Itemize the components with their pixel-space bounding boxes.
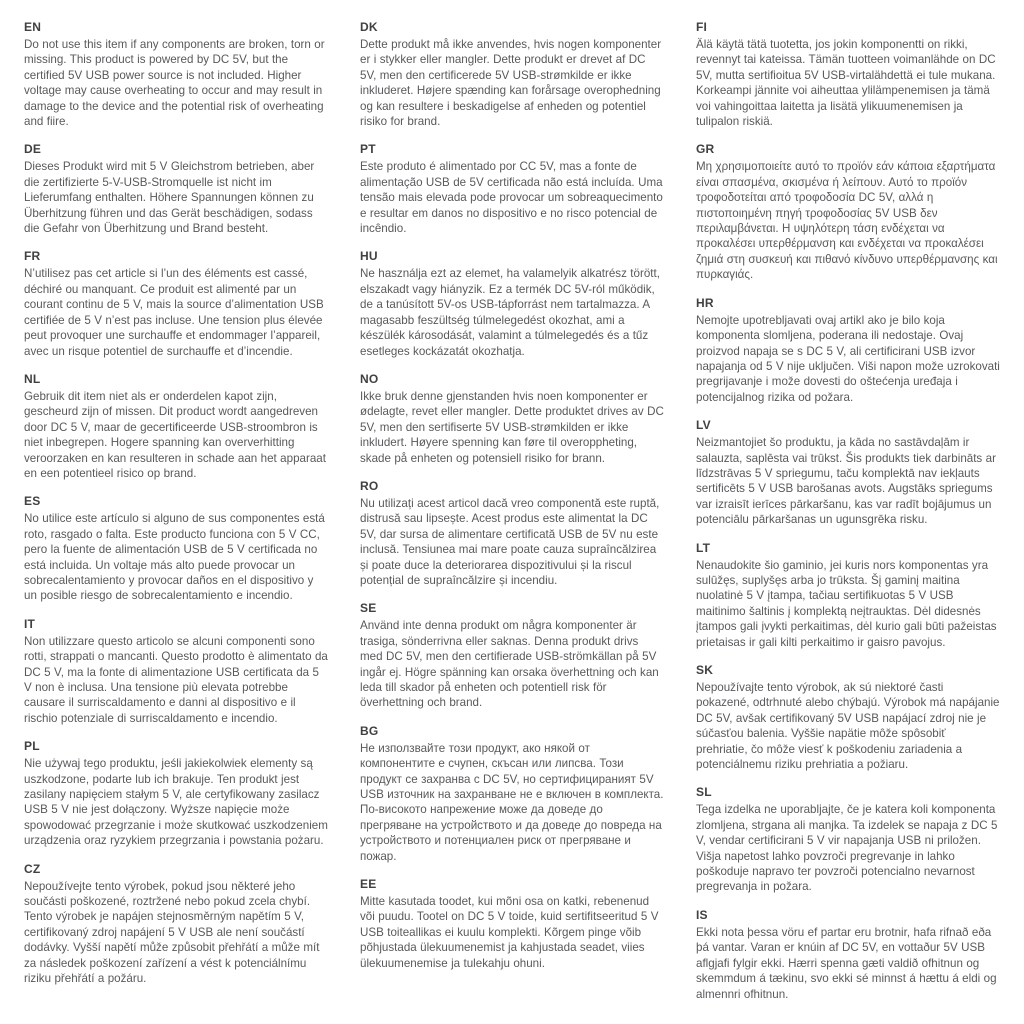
warning-text: Älä käytä tätä tuotetta, jos jokin komponentti on rikki, revennyt tai kateissa. Tämän tuotteen voimanlähde on DC 5V, mutta sertifioitua 5V USB-virtalähdettä ei tule mukana. Korkeampi jännite voi aiheuttaa ylilämpenemisen ja tämä voi vahingoittaa laitetta ja lisätä ylikuumenemisen ja tulipalon riskiä.	[696, 38, 996, 129]
language-section	[360, 724, 664, 864]
warning-text: Gebruik dit item niet als er onderdelen kapot zijn, gescheurd zijn of missen. Dit product wordt aangedreven door DC 5 V, maar de gecertificeerde USB-stroombron is niet inbegrepen. Hogere spanning kan oververhitting veroorzaken en kan resulteren in schade aan het apparaat en een potentieel risico op brand.	[24, 389, 326, 480]
language-code-heading: IT	[24, 616, 36, 631]
language-code-heading: RO	[360, 478, 379, 493]
language-code-heading: EN	[24, 20, 42, 34]
language-code-heading: PL	[24, 739, 40, 754]
language-section	[24, 20, 328, 129]
language-code-heading: LV	[696, 418, 711, 433]
warning-text: Använd inte denna produkt om några komponenter är trasiga, sönderrivna eller saknas. Denna produkt drivs med DC 5V, men den certifierade USB-strömkällan på 5V ingår ej. Högre spänning kan orsaka överhettning och kan leda till skador på enheten och potentiell risk för överhettning och brand.	[360, 619, 659, 710]
language-section	[360, 142, 664, 236]
language-code-heading: IS	[696, 907, 708, 922]
warning-text: Nepoužívejte tento výrobek, pokud jsou některé jeho součásti poškozené, roztržené nebo pokud zcela chybí. Tento výrobek je napájen stejnosměrným napětím 5 V, certifikovaný zdroj napájení 5 V USB ale není součástí dodávky. Vyšší napětí může způsobit přehřátí a může mít za následek poškození zařízení a vést k potenciálnímu riziku přehřátí a požáru.	[24, 879, 320, 986]
language-code-heading: LT	[696, 540, 711, 555]
language-code-heading: HU	[360, 249, 378, 264]
warning-text: Nie używaj tego produktu, jeśli jakiekolwiek elementy są uszkodzone, podarte lub ich brakuje. Ten produkt jest zasilany napięciem stałym 5 V, ale certyfikowany zasilacz USB 5 V nie jest dołączony. Wyższe napięcie może spowodować przegrzanie i może skutkować uszkodzeniem urządzenia oraz ryzykiem przegrzania i powstania pożaru.	[24, 757, 328, 848]
warning-text: Nemojte upotrebljavati ovaj artikl ako je bilo koja komponenta slomljena, poderana ili nedostaje. Ovaj proizvod napaja se s DC 5 V, ali certificirani USB izvor napajanja od 5 V nije uključen. Viši napon može uzrokovati pregrijavanje i može dovesti do oštećenja uređaja i potencijalnog rizika od požara.	[696, 313, 1000, 404]
language-code-heading: SE	[360, 601, 377, 616]
language-code-heading: ES	[24, 494, 41, 509]
warning-text: Не използвайте този продукт, ако някой от компонентите е счупен, скъсан или липсва. Този продукт се захранва с DC 5V, но сертифицираният 5V USB източник на захранване не е включен в комплекта. По-високото напрежение може да доведе до прегряване на устройството и да доведе до повреда на устройството и потенциален риск от прегряване и пожар.	[360, 741, 664, 863]
warning-text: Dieses Produkt wird mit 5 V Gleichstrom betrieben, aber die zertifizierte 5-V-USB-Stromquelle ist nicht im Lieferumfang enthalten. Höhere Spannungen können zu Überhitzung führen und das Gerät beschädigen, sodass die Gefahr von Überhitzung und Brand besteht.	[24, 160, 315, 236]
language-code-heading: PT	[360, 142, 376, 157]
language-code-heading: FI	[696, 20, 708, 34]
warning-text: Ekki nota þessa vöru ef partar eru brotnir, hafa rifnað eða þá vantar. Varan er knúin af DC 5V, en vottaður 5V USB aflgjafi fylgir ekki. Hærri spenna gæti valdið ofhitnun og skemmdum á tækinu, svo ekki sé minnst á hættu á eldi og almennri ofhitnun.	[696, 925, 997, 1001]
language-section	[360, 479, 664, 588]
language-section	[360, 877, 664, 971]
language-code-heading: DE	[24, 142, 42, 157]
language-section	[24, 142, 328, 236]
language-code-heading: EE	[360, 877, 377, 892]
language-section	[696, 296, 1000, 405]
language-section	[696, 785, 1000, 894]
warning-text: No utilice este artículo si alguno de sus componentes está roto, rasgado o falta. Este producto funciona con 5 V CC, pero la fuente de alimentación USB de 5 V certificada no está incluida. Un voltaje más alto puede provocar un sobrecalentamiento y provocar daños en el dispositivo y un posible riesgo de sobrecalentamiento e incendio.	[24, 512, 325, 603]
warning-text: Nepoužívajte tento výrobok, ak sú niektoré časti pokazené, odtrhnuté alebo chýbajú. Výrobok má napájanie DC 5V, avšak certifikovaný 5V USB napájací zdroj nie je súčasťou balenia. Vyššie napätie môže spôsobiť prehriatie, čo môže viesť k poškodeniu zariadenia a potenciálnemu riziku prehriatia a požiaru.	[696, 681, 1000, 772]
warning-text: Dette produkt må ikke anvendes, hvis nogen komponenter er i stykker eller mangler. Dette produkt er drevet af DC 5V, men den certificerede 5V USB-strømkilde er ikke inkluderet. Højere spænding kan forårsage overophedning og kan resultere i beskadigelse af enheden og potentiel risiko for brand.	[360, 38, 662, 129]
warning-text: Nenaudokite šio gaminio, jei kuris nors komponentas yra sulūžęs, suplyšęs arba jo trūksta. Šį gaminį maitina nuolatinė 5 V įtampa, tačiau sertifikuotas 5 V USB maitinimo šaltinis į komplektą neįtrauktas. Dėl didesnės įtampos gali įvykti perkaitimas, dėl kurio gali būti pažeistas prietaisas ir gali kilti perkaitimo ir gaisro pavojus.	[696, 558, 997, 649]
language-code-heading: NO	[360, 371, 379, 386]
column-2	[360, 20, 664, 1012]
language-section	[24, 739, 328, 848]
language-section	[360, 20, 664, 129]
warning-text: Neizmantojiet šo produktu, ja kāda no sastāvdaļām ir salauzta, saplēsta vai trūkst. Šis produkts tiek darbināts ar līdzstrāvas 5 V spriegumu, taču komplektā nav iekļauts sertificēts 5 V USB barošanas avots. Augstāks spriegums var izraisīt ierīces pārkaršanu, kas var radīt bojājumus un potenciālu pārkaršanas un ugunsgrēka risku.	[696, 436, 996, 527]
warning-text: Non utilizzare questo articolo se alcuni componenti sono rotti, strappati o mancanti. Questo prodotto è alimentato da DC 5 V, ma la fonte di alimentazione USB certificata da 5 V non è inclusa. Una tensione più elevata potrebbe causare il surriscaldamento e danni al dispositivo e il rischio potenziale di surriscaldamento e incendio.	[24, 634, 328, 725]
language-section	[360, 372, 664, 466]
language-section	[696, 663, 1000, 772]
language-section	[696, 142, 1000, 282]
language-section	[24, 372, 328, 481]
language-section	[696, 908, 1000, 1002]
language-code-heading: NL	[24, 371, 41, 386]
language-section	[24, 862, 328, 987]
language-code-heading: SL	[696, 785, 712, 800]
language-section	[696, 20, 1000, 129]
language-section	[24, 494, 328, 603]
column-3	[696, 20, 1000, 1012]
warning-text: Do not use this item if any components are broken, torn or missing. This product is powered by DC 5V, but the certified 5V USB power source is not included. Higher voltage may cause overheating to occur and may result in damage to the device and the potential risk of overheating and fiire.	[24, 38, 325, 129]
language-section	[696, 418, 1000, 527]
language-code-heading: HR	[696, 295, 714, 310]
column-1	[24, 20, 328, 1012]
language-code-heading: BG	[360, 723, 379, 738]
language-section	[360, 601, 664, 710]
warning-text: N’utilisez pas cet article si l’un des éléments est cassé, déchiré ou manquant. Ce produit est alimenté par un courant continu de 5 V, mais la source d’alimentation USB certifiée de 5 V n’est pas incluse. Une tension plus élevée peut provoquer une surchauffe et endommager l’appareil, avec un risque potentiel de surchauffe et d’incendie.	[24, 267, 324, 358]
warning-text: Nu utilizați acest articol dacă vreo componentă este ruptă, distrusă sau lipsește. Acest produs este alimentat la DC 5V, dar sursa de alimentare certificată USB de 5V nu este inclusă. Tensiunea mai mare poate cauza supraîncălzirea și poate duce la deteriorarea dispozitivului și la riscul potențial de supraîncălzire și incendiu.	[360, 496, 660, 587]
warning-text: Ikke bruk denne gjenstanden hvis noen komponenter er ødelagte, revet eller mangler. Dette produktet drives av DC 5V, men den sertifiserte 5V USB-strømkilden er ikke inkludert. Høyere spenning kan føre til overoppheting, skade på enheten og potensiell risiko for brann.	[360, 389, 664, 465]
warning-text: Ne használja ezt az elemet, ha valamelyik alkatrész törött, elszakadt vagy hiányzik. Ez a termék DC 5V-ról működik, de a tanúsított 5V-os USB-tápforrást nem tartalmazza. A magasabb feszültség túlmelegedést okozhat, ami a készülék károsodását, valamint a túlmelegedés és a tűz esetleges kockázatát okozhatja.	[360, 267, 660, 358]
language-section	[24, 249, 328, 358]
language-section	[360, 249, 664, 358]
warning-text: Μη χρησιμοποιείτε αυτό το προϊόν εάν κάποια εξαρτήματα είναι σπασμένα, σκισμένα ή λείπουν. Αυτό το προϊόν τροφοδοτείται από τροφοδοσία DC 5V, αλλά η πιστοποιημένη πηγή τροφοδοσίας 5V USB δεν περιλαμβάνεται. Η υψηλότερη τάση ενδέχεται να προκαλέσει υπερθέρμανση και ενδέχεται να προκαλέσει ζημιά στη συσκευή και πιθανό κίνδυνο υπερθέρμανσης και πυρκαγιάς.	[696, 160, 998, 282]
language-code-heading: DK	[360, 20, 378, 34]
language-code-heading: SK	[696, 663, 714, 677]
language-section	[24, 617, 328, 726]
warning-text: Mitte kasutada toodet, kui mõni osa on katki, rebenenud või puudu. Tootel on DC 5 V toide, kuid sertifitseeritud 5 V USB toiteallikas ei kuulu komplekti. Kõrgem pinge võib põhjustada ülekuumenemist ja kahjustada seadet, viies ülekuumenemise ja tulekahju ohuni.	[360, 895, 659, 970]
language-section	[696, 541, 1000, 650]
warning-text: Tega izdelka ne uporabljajte, če je katera koli komponenta zlomljena, strgana ali manjka. Ta izdelek se napaja z DC 5 V, vendar certificirani 5 V vir napajanja USB ni priložen. Višja napetost lahko povzroči pregrevanje in lahko poškoduje napravo ter povzroči potencialno nevarnost pregrevanja in požara.	[696, 803, 998, 894]
language-code-heading: FR	[24, 249, 41, 264]
language-code-heading: CZ	[24, 861, 41, 876]
language-code-heading: GR	[696, 142, 715, 157]
warning-text: Este produto é alimentado por CC 5V, mas a fonte de alimentação USB de 5V certificada não está incluída. Uma tensão mais elevada pode provocar um sobreaquecimento e resultar em danos no dispositivo e no risco potencial de incêndio.	[360, 160, 663, 236]
